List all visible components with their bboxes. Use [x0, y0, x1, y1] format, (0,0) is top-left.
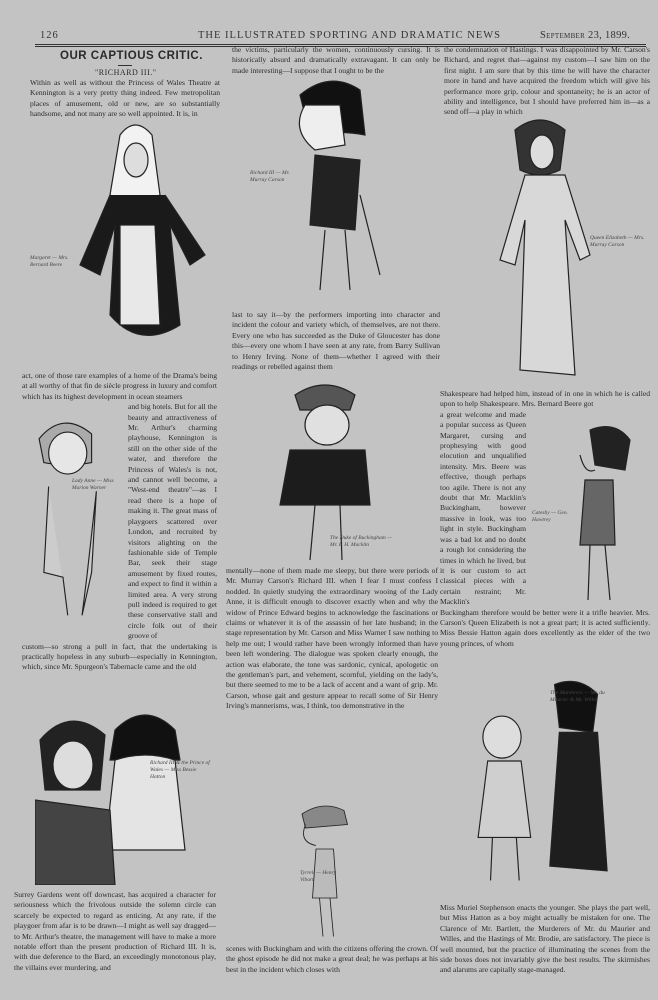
caption: Margaret — Mrs. Bernard Beere — [30, 255, 69, 268]
caption: Catesby — Geo. Hawtrey — [532, 510, 568, 523]
richard-and-prince-illustration — [35, 700, 195, 885]
paragraph: Within as well as without the Princess of Wales Theatre at Kennington is a very pretty thing indeed. Few metropolitan places of amusement, old or new, are so substantially handsome, and not many are so well appointed. It is, in — [30, 78, 220, 119]
paragraph: custom—so strong a pull in fact, that the undertaking is practically hopeless in any suburb—especially in Kennington, which, since Mr. Spurgeon's Tabernacle came and the old — [22, 641, 217, 672]
caption: Lady Anne — Miss Marion Warner — [72, 478, 114, 491]
page-number: 126 — [40, 30, 59, 41]
publication-title: THE ILLUSTRATED SPORTING AND DRAMATIC NEWS — [198, 30, 501, 41]
richard-illustration — [270, 75, 400, 310]
caption: Queen Elizabeth — Mrs. Murray Carson — [590, 235, 645, 248]
caption: The Murderers — Mr. du Maurier & Mr. Willes — [550, 690, 605, 703]
caption: The Duke of Buckingham — Mr. F. H. Macklin — [330, 535, 393, 548]
paragraph: Surrey Gardens went off downcast, has acquired a character for seriousness which the frivolous outside the solemn circle can scarcely be expected to regard as enticing. At any rate, if the playgoer from afar is to be drawn—I might as well say dragged—to Mr. Arthur's theatre, the management will have to make a more notable effort than the present production of Richard III. It is, with due deference to the Bard, an exceedingly monotonous play, the villains ever murdering, and — [14, 890, 216, 972]
paragraph: Miss Muriel Stephenson enacts the younger. She plays the part well, but Miss Hatton as a boy might actually be mistaken for one. The Clarence of Mr. Bartlett, the Murderers of Mr. du Maurier and Willes, and the Hastings of Mr. Brodie, are satisfactory. The piece is well mounted, but the practice of illuminating the scenes from the side boxes does not invariably give the best results. The skirmishes and alarums are capitally stage-managed. — [440, 903, 650, 975]
title-divider — [118, 65, 132, 66]
paragraph: the condemnation of Hastings. I was disappointed by Mr. Carson's Richard, and regret that—against my custom—I saw him on the first night. I am sure that by this time he will have the character more in hand and have acquired the freedom which will give his performance more grip, colour and spontaneity; he is an actor of ability and intelligence, but I should have preferred him in—as a send off—a play in which — [444, 45, 650, 117]
paragraph: mentally—none of them made me sleepy, but there were periods of Mr. Murray Carson's Richard III. when I fear I must confess I nodded. In quietly studying the extraordinary wooing of the Lady Anne, it is difficult enough to discover exactly when and why the widow of Prince Edward begins to acknowledge the fascinations or claims or whatever it is of the assassin of her late husband; in the stage representation by Mr. Carson and Miss Warner I saw nothing to help me out; I would rather have been wrongly informed than have been left wondering. The dialogue was spoken clearly enough, the action was elaborate, the tone was sardonic, cynical, apologetic on the gentleman's part, and vehement, scornful, yielding on the lady's, but there seemed to me to be a lack of accent and a want of grip. Mr. Carson, whose gait and gesture appear to recall some of Sir Henry Irving's mannerisms, was, I think, too demonstrative in the — [226, 566, 438, 711]
margaret-illustration — [60, 115, 210, 365]
caption: Richard III — Mr. Murray Carson — [250, 170, 290, 183]
lady-anne-illustration — [20, 405, 125, 630]
paragraph: scenes with Buckingham and with the citizens offering the crown. Of the ghost episode he did not make a great deal; he was perhaps at his best in the incident which closes with — [226, 944, 438, 974]
paragraph: act, one of those rare examples of a home of the Drama's being at all worthy of that fin de siècle progress in luxury and comfort which has its highest development in ocean steamers — [22, 371, 217, 401]
paragraph: a great welcome and made a popular success as Queen Margaret, cursing and prophesying with good elocution and unqualified intensity. Mrs. Beere was effective, though perhaps too agile. There is not any doubt that Mr. Macklin's Buckingham, however massive in look, was too light in style. Buckingham was a bad lot and no doubt a rough lot considering the times in which he lived, but it is our custom to act classical pieces with a certain restraint; Mr. Macklin's — [440, 409, 526, 607]
murderers-illustration — [470, 675, 620, 890]
paragraph: last to say it—by the performers importing into character and incident the colour and variety which, of themselves, are not there. Every one who has succeeded as the Duke of Gloucester has done this—every one whom I have seen at any rate, from Barry Sullivan to Henry Irving. None of them—whether I agreed with their readings or rebelled against them — [232, 310, 440, 372]
article-subtitle: "RICHARD III." — [95, 68, 157, 77]
paragraph: and big hotels. But for all the beauty and attractiveness of Mr. Arthur's charming playhouse, Kennington is still on the other side of the water, and therefore the Princess of Wales's is not, and cannot well become, a "West-end theatre"—as I read there is a hope of making it. The great mass of playgoers scattered over London, and recruited by visitors alighting on the fashionable side of Temple Bar, seek their stage amusement by fixed routes, and expect to find it within a limited area. A very strong pull indeed is required to get these conservative stall and circle folk out of their groove of — [128, 402, 217, 641]
caption: Tyrrell — Henry Vibart — [300, 870, 337, 883]
paragraph: Shakespeare had helped him, instead of in one in which he is called upon to help Shakespeare. Mrs. Bernard Beere got — [440, 389, 650, 409]
caption: Richard III & the Prince of Wales — Miss Bessie Hatton — [150, 760, 210, 780]
article-title: OUR CAPTIOUS CRITIC. — [60, 50, 203, 62]
issue-date: September 23, 1899. — [540, 30, 631, 41]
queen-elizabeth-illustration — [470, 110, 620, 390]
paragraph: Buckingham therefore would be better were it a trifle heavier. Mrs. Carson's Queen Elizabeth is not a great part; it is acted sufficiently. Miss Bessie Hatton again does excellently as the elder of the two young princes, of whom — [440, 607, 650, 648]
paragraph: the victims, particularly the women, continuously cursing. It is historically absurd and dramatically extravagant. It can only be made interesting—I suppose that I ought to be the — [232, 45, 440, 75]
